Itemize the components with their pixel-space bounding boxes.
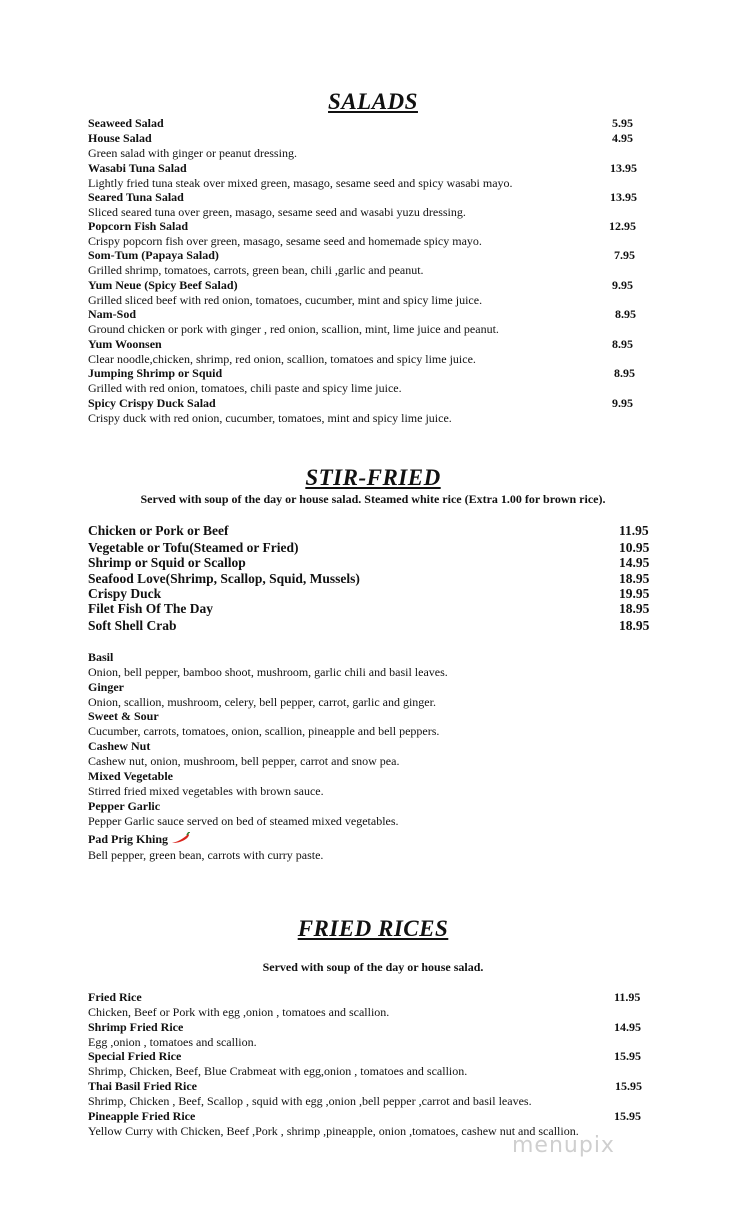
- item-price: 15.95: [614, 1109, 641, 1123]
- style-description: Onion, scallion, mushroom, celery, bell pepper, carrot, garlic and ginger.: [88, 695, 436, 709]
- item-price: 15.95: [614, 1049, 641, 1063]
- protein-choice: [88, 523, 648, 539]
- protein-choice: [88, 571, 648, 587]
- style-ginger: [88, 680, 648, 709]
- item-name: Yum Neue (Spicy Beef Salad): [88, 278, 238, 292]
- item-description: Crispy popcorn fish over green, masago, sesame seed and homemade spicy mayo.: [88, 234, 482, 248]
- choice-price: 10.95: [619, 540, 650, 555]
- item-description: Shrimp, Chicken, Beef, Blue Crabmeat with egg,onion , tomatoes and scallion.: [88, 1064, 468, 1078]
- choice-price: 11.95: [619, 523, 649, 538]
- item-description: Ground chicken or pork with ginger , red onion, scallion, mint, lime juice and peanut.: [88, 322, 499, 336]
- item-name: Thai Basil Fried Rice: [88, 1079, 197, 1093]
- menu-item-house-salad: [88, 131, 648, 160]
- menu-item-shrimp-fried-rice: [88, 1020, 648, 1049]
- style-name: Mixed Vegetable: [88, 769, 173, 783]
- choice-price: 18.95: [619, 571, 650, 586]
- item-description: Egg ,onion , tomatoes and scallion.: [88, 1035, 257, 1049]
- menu-item-som-tum: [88, 248, 648, 277]
- item-description: Grilled shrimp, tomatoes, carrots, green bean, chili ,garlic and peanut.: [88, 263, 424, 277]
- choice-price: 19.95: [619, 586, 650, 601]
- item-name: Seared Tuna Salad: [88, 190, 184, 204]
- style-description: Stirred fried mixed vegetables with brown sauce.: [88, 784, 324, 798]
- item-description: Chicken, Beef or Pork with egg ,onion , tomatoes and scallion.: [88, 1005, 390, 1019]
- item-price: 4.95: [612, 131, 633, 145]
- style-pad-prig-khing: [88, 832, 648, 862]
- style-name: Sweet & Sour: [88, 709, 159, 723]
- item-description: Green salad with ginger or peanut dressing.: [88, 146, 297, 160]
- style-description: Cucumber, carrots, tomatoes, onion, scallion, pineapple and bell peppers.: [88, 724, 440, 738]
- item-name: Pineapple Fried Rice: [88, 1109, 196, 1123]
- style-name: Basil: [88, 650, 114, 664]
- style-sweet-sour: [88, 709, 648, 738]
- menu-item-popcorn-fish-salad: [88, 219, 648, 248]
- menu-item-yum-neue: [88, 278, 648, 307]
- item-name: House Salad: [88, 131, 152, 145]
- protein-choice: [88, 618, 648, 634]
- fried-rices-title: FRIED RICES: [297, 916, 449, 941]
- item-price: 12.95: [609, 219, 636, 233]
- style-mixed-vegetable: [88, 769, 648, 798]
- menu-item-seared-tuna-salad: [88, 190, 648, 219]
- item-price: 8.95: [612, 337, 633, 351]
- menu-item-seaweed-salad: [88, 116, 648, 131]
- choice-name: Chicken or Pork or Beef: [88, 523, 229, 538]
- item-price: 5.95: [612, 116, 633, 130]
- item-name: Popcorn Fish Salad: [88, 219, 189, 233]
- protein-choice: [88, 601, 648, 617]
- style-description: Cashew nut, onion, mushroom, bell pepper, carrot and snow pea.: [88, 754, 400, 768]
- item-price: 8.95: [614, 366, 635, 380]
- item-description: Grilled with red onion, tomatoes, chili paste and spicy lime juice.: [88, 381, 402, 395]
- menu-item-wasabi-tuna-salad: [88, 161, 648, 190]
- item-price: 15.95: [615, 1079, 642, 1093]
- style-description: Onion, bell pepper, bamboo shoot, mushroom, garlic chili and basil leaves.: [88, 665, 448, 679]
- style-name: Cashew Nut: [88, 739, 151, 753]
- style-basil: [88, 650, 648, 679]
- menu-item-yum-woonsen: [88, 337, 648, 366]
- item-price: 9.95: [612, 278, 633, 292]
- item-description: Lightly fried tuna steak over mixed green, masago, sesame seed and spicy wasabi mayo.: [88, 176, 513, 190]
- choice-name: Seafood Love(Shrimp, Scallop, Squid, Mussels): [88, 571, 360, 586]
- choice-name: Crispy Duck: [88, 586, 162, 601]
- item-name: Spicy Crispy Duck Salad: [88, 396, 216, 410]
- watermark: menupix: [512, 1133, 615, 1158]
- item-name: Som-Tum (Papaya Salad): [88, 248, 219, 262]
- menu-item-spicy-crispy-duck-salad: [88, 396, 648, 425]
- item-name: Wasabi Tuna Salad: [88, 161, 187, 175]
- menu-item-thai-basil-fried-rice: [88, 1079, 648, 1108]
- choice-name: Shrimp or Squid or Scallop: [88, 555, 246, 570]
- item-name: Fried Rice: [88, 990, 142, 1004]
- style-name-row: [88, 832, 648, 848]
- stir-fried-title: STIR-FRIED: [305, 465, 441, 490]
- style-pepper-garlic: [88, 799, 648, 828]
- item-name: Seaweed Salad: [88, 116, 164, 130]
- item-description: Shrimp, Chicken , Beef, Scallop , squid with egg ,onion ,bell pepper ,carrot and basil leaves.: [88, 1094, 532, 1108]
- style-description: Pepper Garlic sauce served on bed of steamed mixed vegetables.: [88, 814, 399, 828]
- item-price: 13.95: [610, 161, 637, 175]
- stir-fried-subtitle: Served with soup of the day or house salad. Steamed white rice (Extra 1.00 for brown rice).: [140, 492, 606, 506]
- style-name: Ginger: [88, 680, 124, 694]
- salads-title: SALADS: [328, 89, 418, 114]
- choice-name: Vegetable or Tofu(Steamed or Fried): [88, 540, 299, 555]
- item-price: 11.95: [614, 990, 641, 1004]
- fried-rices-subtitle: Served with soup of the day or house salad.: [262, 960, 484, 974]
- item-name: Jumping Shrimp or Squid: [88, 366, 223, 380]
- protein-choice: [88, 540, 648, 556]
- item-name: Yum Woonsen: [88, 337, 162, 351]
- protein-choice: [88, 555, 648, 571]
- item-price: 7.95: [614, 248, 635, 262]
- style-name: Pad Prig Khing: [88, 832, 169, 846]
- item-price: 9.95: [612, 396, 633, 410]
- chili-pepper-icon: [171, 832, 191, 848]
- style-description: Bell pepper, green bean, carrots with curry paste.: [88, 848, 324, 863]
- menu-item-fried-rice: [88, 990, 648, 1019]
- choice-price: 18.95: [619, 618, 650, 633]
- protein-choice: [88, 586, 648, 602]
- item-description: Grilled sliced beef with red onion, tomatoes, cucumber, mint and spicy lime juice.: [88, 293, 483, 307]
- choice-name: Filet Fish Of The Day: [88, 601, 214, 616]
- item-price: 14.95: [614, 1020, 641, 1034]
- style-cashew-nut: [88, 739, 648, 768]
- style-name: Pepper Garlic: [88, 799, 161, 813]
- item-price: 13.95: [610, 190, 637, 204]
- item-description: Clear noodle,chicken, shrimp, red onion, scallion, tomatoes and spicy lime juice.: [88, 352, 476, 366]
- item-price: 8.95: [615, 307, 636, 321]
- choice-price: 18.95: [619, 601, 650, 616]
- item-name: Special Fried Rice: [88, 1049, 182, 1063]
- item-description: Crispy duck with red onion, cucumber, tomatoes, mint and spicy lime juice.: [88, 411, 452, 425]
- menu-item-jumping-shrimp-or-squid: [88, 366, 648, 395]
- menu-item-special-fried-rice: [88, 1049, 648, 1078]
- item-name: Nam-Sod: [88, 307, 137, 321]
- item-name: Shrimp Fried Rice: [88, 1020, 184, 1034]
- choice-price: 14.95: [619, 555, 650, 570]
- item-description: Yellow Curry with Chicken, Beef ,Pork , shrimp ,pineapple, onion ,tomatoes, cashew nut and scallion.: [88, 1124, 579, 1138]
- item-description: Sliced seared tuna over green, masago, sesame seed and wasabi yuzu dressing.: [88, 205, 466, 219]
- menu-item-nam-sod: [88, 307, 648, 336]
- choice-name: Soft Shell Crab: [88, 618, 177, 633]
